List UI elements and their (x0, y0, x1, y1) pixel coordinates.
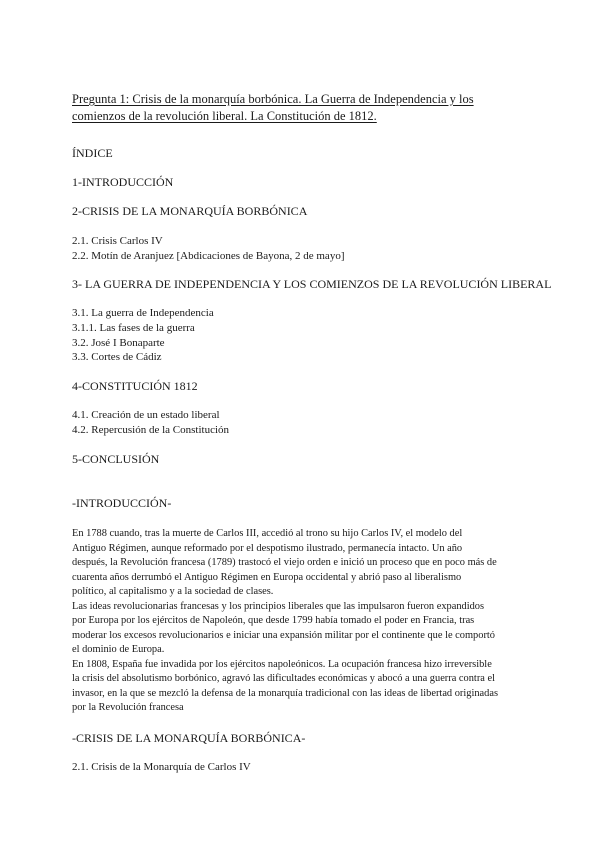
index-section-4: 4-CONSTITUCIÓN 1812 (72, 379, 198, 393)
index-section-1: 1-INTRODUCCIÓN (72, 175, 174, 189)
index-item-3-1: 3.1. La guerra de Independencia (72, 307, 214, 319)
index-item-2-2: 2.2. Motín de Aranjuez [Abdicaciones de Bayona, 2 de mayo] (72, 250, 345, 262)
intro-line: la crisis del absolutismo borbónico, agravó las dificultades económicas y abocó a una guerra contra el (72, 673, 495, 684)
index-section-3: 3- LA GUERRA DE INDEPENDENCIA Y LOS COMIENZOS DE LA REVOLUCIÓN LIBERAL (72, 277, 552, 291)
intro-line: Antiguo Régimen, aunque reformado por el despotismo ilustrado, permanecía intacto. Un año (72, 542, 463, 554)
intro-line: moderar los excesos revolucionarios e iniciar una expansión militar por el continente que le comportó (72, 629, 495, 641)
intro-line: Las ideas revolucionarias francesas y los principios liberales que las impulsaron fueron expandidos (72, 600, 485, 612)
index-item-4-2: 4.2. Repercusión de la Constitución (72, 424, 230, 436)
document-title-line-1: Pregunta 1: Crisis de la monarquía borbónica. La Guerra de Independencia y los (72, 92, 474, 106)
index-section-2: 2-CRISIS DE LA MONARQUÍA BORBÓNICA (72, 204, 308, 218)
index-section-5: 5-CONCLUSIÓN (72, 452, 160, 466)
index-item-2-1: 2.1. Crisis Carlos IV (72, 235, 163, 247)
index-item-3-3: 3.3. Cortes de Cádiz (72, 351, 162, 363)
intro-line: político, al capitalismo y a la sociedad de clases. (72, 586, 274, 597)
intro-line: cuarenta años derrumbó el Antiguo Régimen en Europa occidental y abrió paso al liberalismo (72, 571, 462, 583)
intro-line: En 1788 cuando, tras la muerte de Carlos III, accedió al trono su hijo Carlos IV, el modelo del (72, 528, 463, 539)
crisis-heading: -CRISIS DE LA MONARQUÍA BORBÓNICA- (72, 731, 306, 745)
index-item-4-1: 4.1. Creación de un estado liberal (72, 409, 220, 421)
intro-line: por Europa por los ejércitos de Napoleón, que desde 1799 había tomado el poder en Francia, tras (72, 615, 475, 626)
index-heading: ÍNDICE (72, 146, 113, 160)
index-item-3-1-1: 3.1.1. Las fases de la guerra (72, 322, 195, 334)
intro-line: por la Revolución francesa (72, 702, 184, 713)
index-item-3-2: 3.2. José I Bonaparte (72, 337, 165, 349)
intro-line: En 1808, España fue invadida por los ejércitos napoleónicos. La ocupación francesa hizo irreversible (72, 658, 492, 670)
intro-line: invasor, en la que se mezcló la defensa de la monarquía tradicional con las ideas de libertad originadas (72, 687, 499, 699)
intro-heading: -INTRODUCCIÓN- (72, 496, 172, 510)
crisis-subsection-2-1: 2.1. Crisis de la Monarquía de Carlos IV (72, 761, 251, 773)
intro-line: después, la Revolución francesa (1789) trastocó el viejo orden e inició un proceso que en poco más de (72, 557, 497, 568)
document-title-line-2: comienzos de la revolución liberal. La Constitución de 1812. (72, 109, 377, 123)
intro-line: el dominio de Europa. (72, 644, 165, 655)
